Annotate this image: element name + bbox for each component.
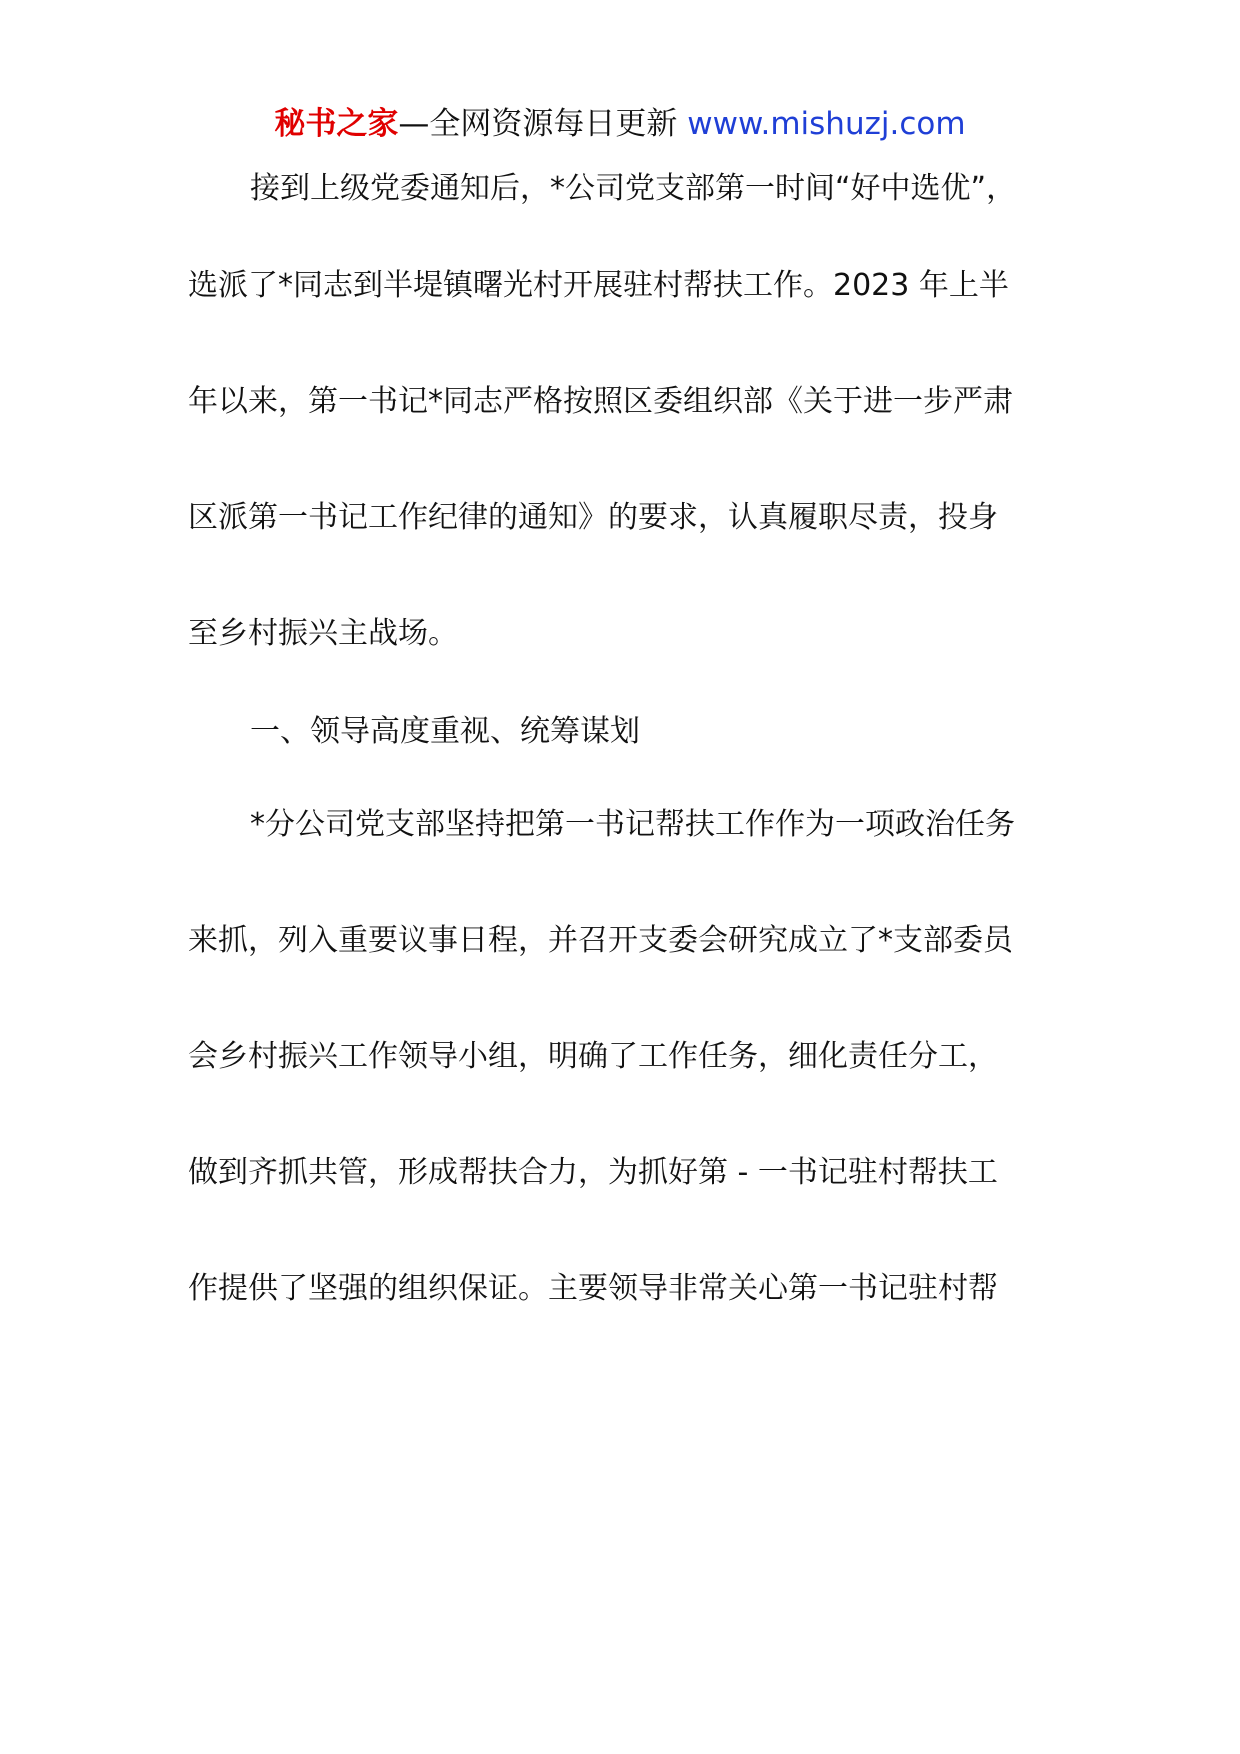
- paragraph-1-line-1: 接到上级党委通知后，*公司党支部第一时间“好中选优”，: [250, 171, 1017, 206]
- paragraph-1-line-2: 选派了*同志到半堤镇曙光村开展驻村帮扶工作。2023 年上半: [188, 268, 1009, 303]
- site-brand: 秘书之家: [274, 106, 399, 142]
- paragraph-2-line-3: 会乡村振兴工作领导小组，明确了工作任务，细化责任分工，: [188, 1039, 998, 1074]
- paragraph-1-line-4: 区派第一书记工作纪律的通知》的要求，认真履职尽责，投身: [188, 500, 998, 535]
- paragraph-2-line-5: 作提供了坚强的组织保证。主要领导非常关心第一书记驻村帮: [188, 1271, 998, 1306]
- section-heading-1: 一、领导高度重视、统筹谋划: [250, 714, 640, 749]
- paragraph-2-line-4: 做到齐抓共管，形成帮扶合力，为抓好第 - 一书记驻村帮扶工: [188, 1155, 998, 1190]
- site-url-link[interactable]: www.mishuzj.com: [677, 106, 966, 142]
- site-tagline: —全网资源每日更新: [398, 106, 678, 142]
- paragraph-1-line-5: 至乡村振兴主战场。: [188, 616, 458, 651]
- paragraph-2-line-1: *分公司党支部坚持把第一书记帮扶工作作为一项政治任务: [250, 807, 1015, 842]
- site-header: [0, 104, 1240, 144]
- paragraph-1-line-3: 年以来，第一书记*同志严格按照区委组织部《关于进一步严肃: [188, 384, 1013, 419]
- paragraph-2-line-2: 来抓，列入重要议事日程，并召开支委会研究成立了*支部委员: [188, 923, 1013, 958]
